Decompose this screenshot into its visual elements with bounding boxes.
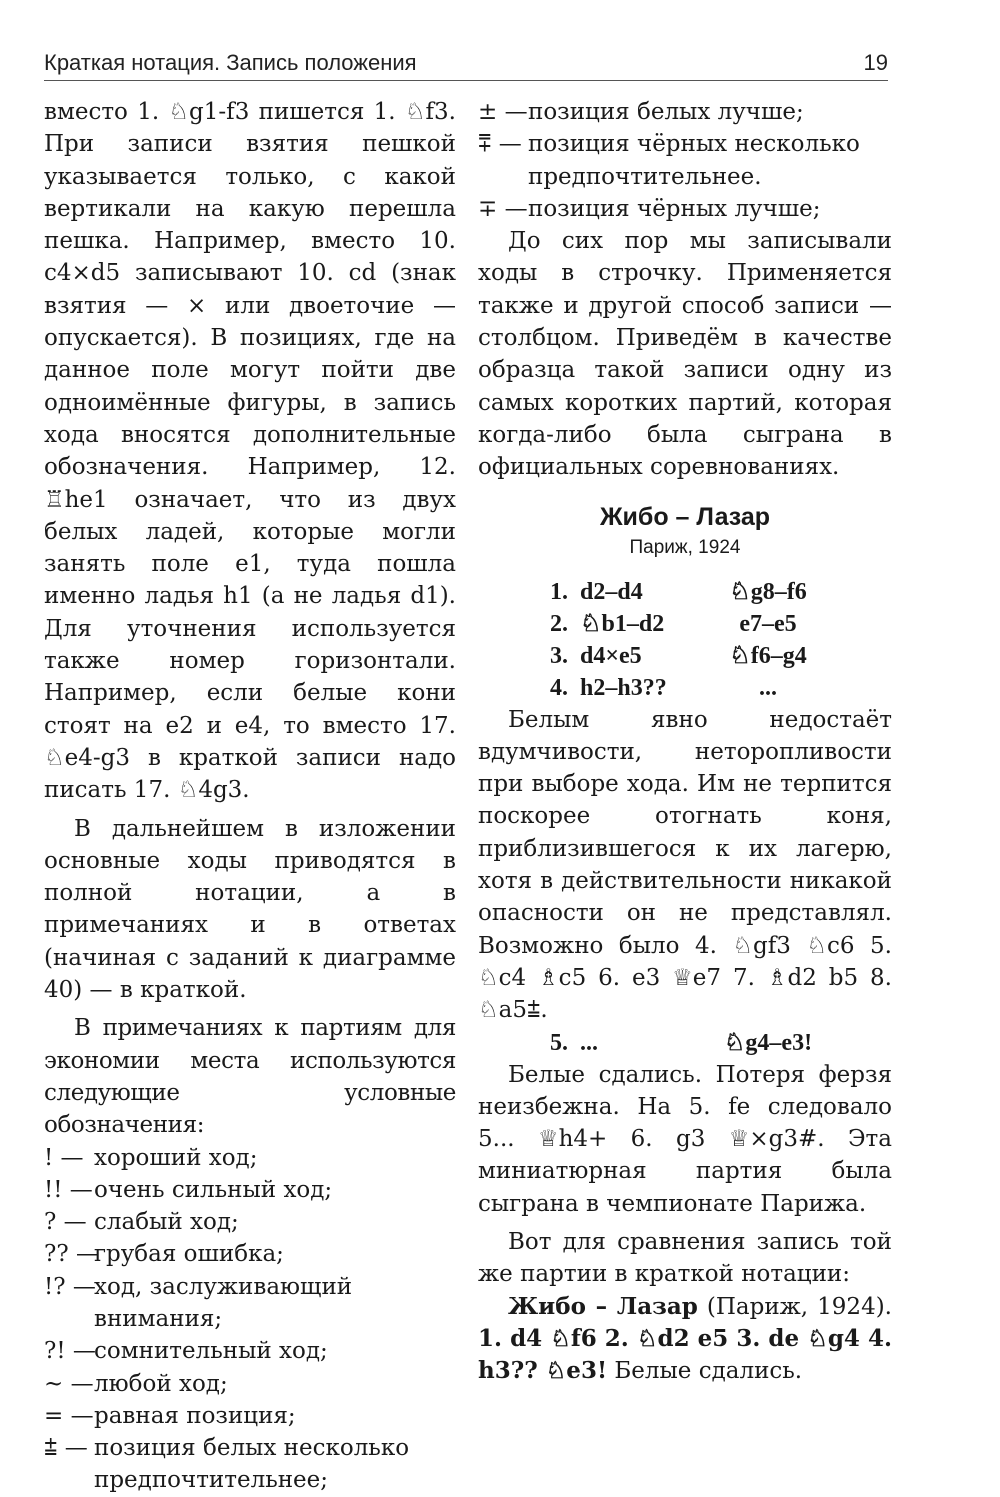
symbol-meaning: позиция белых несколько предпочтительнее;	[94, 1435, 410, 1494]
right-column	[478, 96, 892, 1388]
move-row-5	[478, 1027, 892, 1059]
paragraph-short-notation-intro: Вот для сравнения запись той же партии в краткой нотации:	[478, 1229, 892, 1288]
paragraph-move-comment: Белым явно недостаёт вдумчивости, неторопливости при выборе хода. Им не терпится поскорее отогнать коня, приблизившегося к их лагерю, хотя в действительности никакой опасности он не представлял. Возможно было 4. ♘gf3 ♘c6 5. ♘c4 ♗c5 6. e3 ♕e7 7. ♗d2 b5 8. ♘a5⩲.	[478, 706, 892, 1024]
white-move: ...	[580, 1029, 598, 1056]
black-move: ♘g4–e3!	[723, 1029, 813, 1056]
symbol: ?? —	[44, 1241, 99, 1268]
game-place: Париж, 1924	[629, 536, 741, 558]
short-game-moves: 1. d4 ♘f6 2. ♘d2 e5 3. de ♘g4 4. h3?? ♘e3!	[478, 1324, 892, 1385]
move-number: 4.	[550, 674, 568, 701]
black-move: e7–e5	[739, 610, 797, 637]
symbol-row	[44, 1432, 456, 1497]
symbol: ? —	[44, 1209, 87, 1236]
short-notation-record	[478, 1291, 892, 1388]
move-number: 2.	[550, 610, 568, 637]
symbol-meaning: позиция чёрных лучше;	[528, 195, 821, 222]
symbol-meaning: хороший ход;	[94, 1144, 258, 1171]
symbol-row	[44, 1174, 456, 1206]
white-move: ♘b1–d2	[580, 610, 665, 637]
move-row	[478, 608, 892, 640]
header-title: Краткая нотация. Запись положения	[44, 50, 417, 75]
symbol-list-right	[478, 96, 892, 225]
short-game-place: (Париж, 1924).	[697, 1293, 892, 1320]
game-moves-table	[478, 576, 892, 704]
symbol: ~ —	[44, 1370, 94, 1397]
symbol-row	[478, 96, 892, 128]
symbol: ± —	[478, 99, 528, 125]
symbol-meaning: грубая ошибка;	[94, 1241, 284, 1268]
move-number: 5.	[550, 1029, 568, 1056]
short-game-names: Жибо – Лазар	[508, 1292, 698, 1320]
running-header	[44, 46, 888, 81]
symbol-row	[44, 1335, 456, 1367]
paragraph-resignation: Белые сдались. Потеря ферзя неизбежна. На 5. fe следовало 5... ♕h4+ 6. g3 ♕×g3#. Эта миниатюрная партия была сыграна в чемпионате Парижа.	[478, 1061, 892, 1217]
page-number: 19	[863, 50, 888, 75]
paragraph-symbols-intro: В примечаниях к партиям для экономии места используются следующие условные обозначения:	[44, 1015, 456, 1139]
symbol: ⩲ —	[44, 1435, 88, 1462]
symbol: !! —	[44, 1176, 93, 1203]
symbol-row	[44, 1271, 456, 1336]
symbol-meaning: слабый ход;	[94, 1209, 239, 1236]
move-number: 1.	[550, 578, 568, 605]
symbol-list-left	[44, 1142, 456, 1497]
symbol-meaning: позиция белых лучше;	[528, 99, 804, 125]
symbol-row	[44, 1206, 456, 1238]
white-move: d4×e5	[580, 642, 642, 669]
symbol: = —	[44, 1402, 94, 1429]
black-move: ♘g8–f6	[729, 578, 807, 605]
symbol-row	[478, 193, 892, 225]
paragraph-notation-rules: вместо 1. ♘g1-f3 пишется 1. ♘f3. При записи взятия пешкой указывается только, с какой вертикали на какую перешла пешка. Например, вместо 10. c4×d5 записывают 10. cd (знак взятия — × или двоеточие — опускается). В позициях, где на данное поле могут пойти две одноимённые фигуры, в запись хода вносятся дополнительные обозначения. Например, 12. ♖he1 означает, что из двух белых ладей, которые могли занять поле e1, туда пошла именно ладья h1 (а не ладья d1). Для уточнения используется также номер горизонтали. Например, если белые кони стоят на e2 и e4, то вместо 17. ♘e4-g3 в краткой записи надо писать 17. ♘4g3.	[44, 99, 456, 804]
symbol: ∓ —	[478, 195, 528, 222]
short-game-end: Белые сдались.	[607, 1358, 803, 1385]
symbol: ⩱ —	[478, 131, 522, 158]
symbol: ! —	[44, 1144, 84, 1171]
symbol: !? —	[44, 1273, 96, 1300]
symbol-meaning: равная позиция;	[94, 1402, 296, 1429]
symbol-meaning: любой ход;	[94, 1370, 228, 1397]
white-move: h2–h3??	[580, 674, 667, 701]
symbol-row	[478, 128, 892, 193]
symbol-row	[44, 1142, 456, 1174]
move-row	[478, 576, 892, 608]
symbol-meaning: позиция чёрных несколько предпочтительнее.	[528, 131, 860, 190]
symbol-row	[44, 1368, 456, 1400]
paragraph-column-notation: До сих пор мы записывали ходы в строчку. Применяется также и другой способ записи — столбцом. Приведём в качестве образца такой записи одну из самых коротких партий, которая когда-либо была сыграна в официальных соревнованиях.	[478, 228, 892, 481]
move-row	[478, 640, 892, 672]
black-move: ...	[759, 674, 777, 701]
symbol-meaning: сомнительный ход;	[94, 1338, 328, 1365]
symbol-meaning: очень сильный ход;	[94, 1176, 333, 1203]
white-move: d2–d4	[580, 578, 643, 605]
paragraph-further-exposition: В дальнейшем в изложении основные ходы приводятся в полной нотации, а в примечаниях и в ответах (начиная с заданий к диаграмме 40) — в краткой.	[44, 815, 456, 1004]
symbol-row	[44, 1400, 456, 1432]
game-title: Жибо – Лазар	[599, 502, 771, 531]
black-move: ♘f6–g4	[729, 642, 807, 669]
move-number: 3.	[550, 642, 568, 669]
move-row	[478, 672, 892, 704]
symbol-meaning: ход, заслуживающий внимания;	[94, 1273, 353, 1332]
symbol-row	[44, 1238, 456, 1270]
symbol: ?! —	[44, 1338, 96, 1365]
left-column	[44, 96, 456, 1497]
